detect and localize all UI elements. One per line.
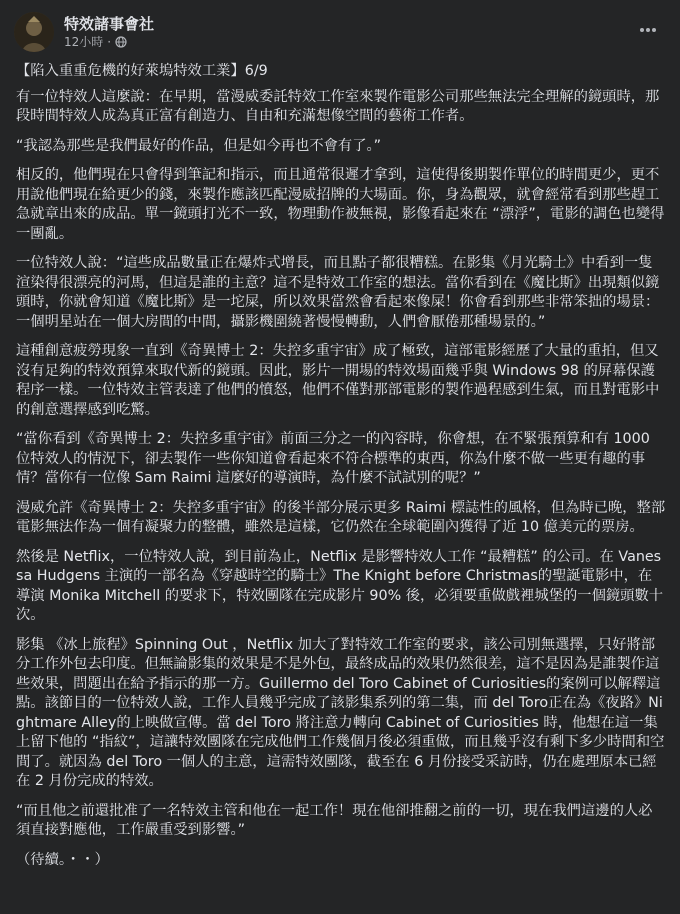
post-timestamp[interactable]: 12小時 [64,35,104,49]
post-meta [64,14,154,50]
post-paragraph: 影集 《冰上旅程》Spinning Out ，Netflix 加大了對特效工作室的要求，該公司別無選擇，只好將部分工作外包去印度。但無論影集的效果是不是外包，最終成品的效果仍然很差，這不是因為是誰製作這些效果，問題出在給予指示的那一方。Guillermo del Toro Cabinet of Curiosities的案例可以解釋這點。該節目的一位特效人說，工作人員幾乎完成了該影集系列的第二集，而 del Toro正在為《夜路》Nightmare Alley的上映做宣傳。當 del Toro 將注意力轉向 Cabinet of Curiosities 時，他想在這一集上留下他的 “指紋”，這讓特效團隊在完成他們工作幾個月後必須重做，而且幾乎沒有剩下多少時間和空間了。就因為 del Toro 一個人的主意，這需特效團隊，截至在 6 月份接受采訪時，仍在處理原本已經在 2 月份完成的特效。 [16,636,665,789]
avatar-image [14,12,54,52]
page-name[interactable]: 特效諸事會社 [64,15,155,33]
post-paragraph: 這種創意疲勞現象一直到《奇異博士 2：失控多重宇宙》成了極致，這部電影經歷了大量的重拍，但又沒有足夠的特效預算來取代新的鏡頭。因此，影片一開場的特效場面幾乎與 Windows 98 的屏幕保護程序一樣。一位特效主管表達了他們的憤怒，他們不僅對那部電影的製作過程感到生氣，而且對電影中的創意選擇感到吃驚。 [16,343,660,418]
post-subline [64,34,154,50]
post-body [16,62,666,880]
more-options-button[interactable] [630,12,666,48]
post-title: 【陷入重重危機的好萊塢特效工業】6/9 [16,63,268,79]
separator-dot: · [107,35,112,49]
post-paragraph: 一位特效人說：“這些成品數量正在爆炸式增長，而且點子都很糟糕。在影集《月光騎士》中看到一隻渲染得很漂亮的河馬，但這是誰的主意？這不是特效工作室的想法。當你看到在《魔比斯》出現類似鏡頭時，你就會知道《魔比斯》是一坨屎，所以效果當然會看起來像屎！你會看到那些非常笨拙的場景：一個明星站在一個大房間的中間，攝影機圍繞著慢慢轉動，人們會厭倦那種場景的。” [16,255,660,330]
post-paragraph: “我認為那些是我們最好的作品，但是如今再也不會有了。” [16,137,382,154]
more-horizontal-icon [638,20,658,40]
post-paragraph: “當你看到《奇異博士 2：失控多重宇宙》前面三分之一的內容時，你會想，在不緊張預算和有 1000 位特效人的情況下，卻去製作一些你知道會看起來不符合標準的東西，你為什麼不做一些更有趣的事情？當你有一位像 Sam Raimi 這麼好的導演時，為什麼不試試別的呢？” [16,431,650,486]
post-paragraph: 然後是 Netflix，一位特效人說，到目前為止，Netflix 是影響特效人工作 “最糟糕” 的公司。在 Vanessa Hudgens 主演的一部名為《穿越時空的騎士》The Knight before Christmas的聖誕電影中，在導演 Monika Mitchell 的要求下，特效團隊在完成影片 90% 後，必須要重做戲裡城堡的一個鏡頭數十次。 [16,548,664,623]
post-paragraph-ending: （待續。・・） [16,851,109,868]
post-header [14,10,154,54]
post-paragraph: “而且他之前還批准了一名特效主管和他在一起工作！現在他卻推翻之前的一切，現在我們這邊的人必須直接對應他，工作嚴重受到影響。” [16,802,653,838]
post-paragraph: 相反的，他們現在只會得到筆記和指示，而且通常很遲才拿到，這使得後期製作單位的時間更少，更不用說他們現在給更少的錢，來製作應該匹配漫威招牌的大場面。你，身為觀眾，就會經常看到那些趕工急就章出來的成品。單一鏡頭打光不一致，物理動作被無視，影像看起來在 “漂浮”，電影的調色也變得一團亂。 [16,167,665,242]
globe-icon[interactable] [115,36,127,48]
page-avatar[interactable] [14,12,54,52]
post-paragraph: 有一位特效人這麼說：在早期，當漫威委託特效工作室來製作電影公司那些無法完全理解的鏡頭時，那段時間特效人成為真正富有創造力、自由和充滿想像空間的藝術工作者。 [16,88,660,124]
post-paragraph: 漫威允許《奇異博士 2：失控多重宇宙》的後半部分展示更多 Raimi 標誌性的風格，但為時已晚，整部電影無法作為一個有凝聚力的整體，雖然是這樣，它仍然在全球範圍內獲得了近 10 億美元的票房。 [16,499,666,535]
